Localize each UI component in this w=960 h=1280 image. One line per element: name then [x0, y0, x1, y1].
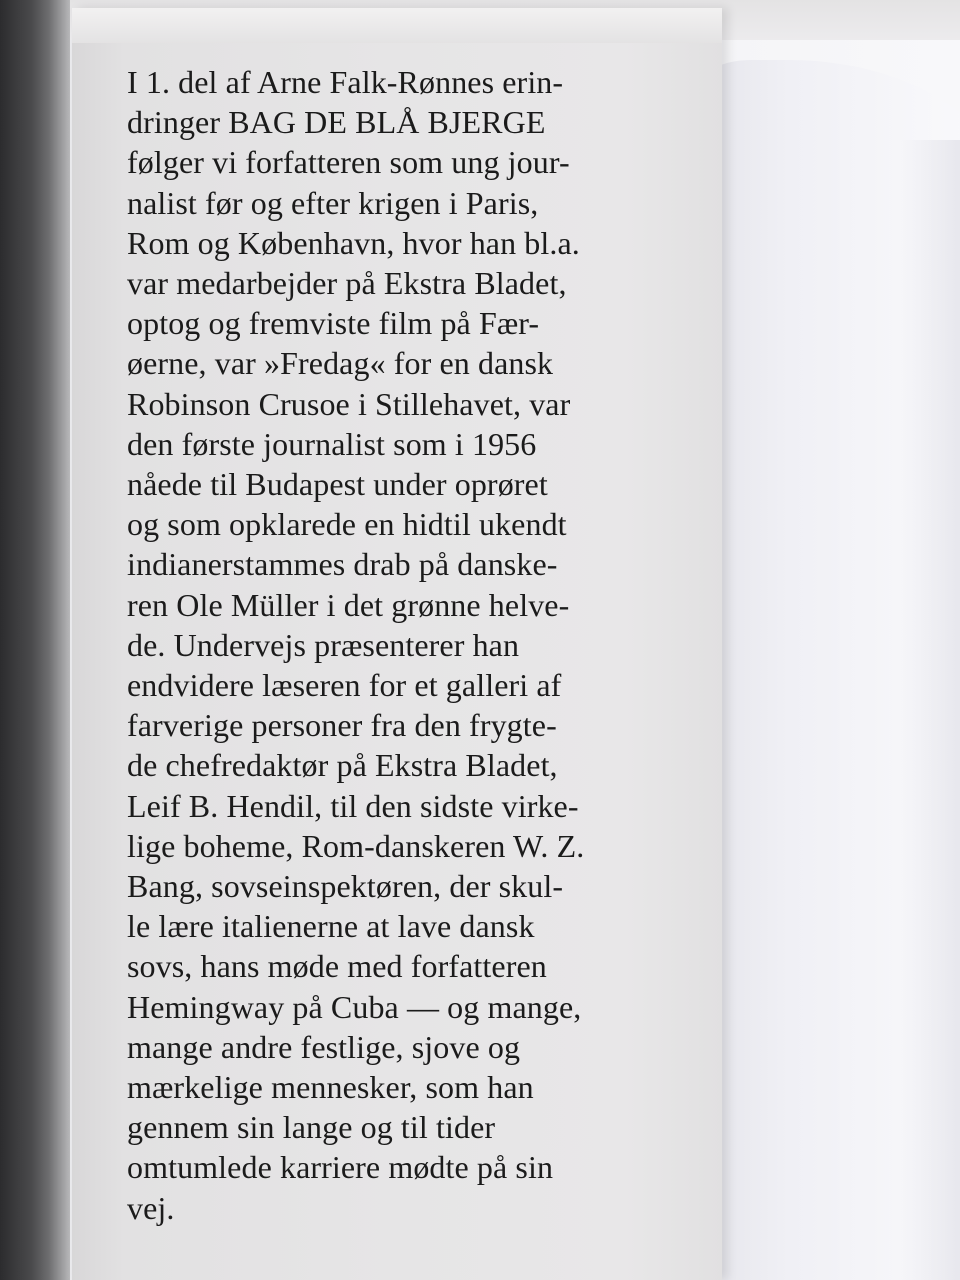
blurb-line: gennem sin lange og til tider	[127, 1109, 496, 1146]
blurb-line: og som opklarede en hidtil ukendt	[127, 506, 567, 543]
blurb-line: farverige personer fra den frygte-	[127, 707, 557, 744]
blurb-line: følger vi forfatteren som ung jour-	[127, 144, 570, 181]
flap-blurb-text	[127, 62, 727, 1228]
blurb-line: var medarbejder på Ekstra Bladet,	[127, 265, 567, 302]
blurb-line: sovs, hans møde med forfatteren	[127, 948, 547, 985]
blurb-line: I 1. del af Arne Falk-Rønnes erin-	[127, 64, 564, 100]
blurb-line: mange andre festlige, sjove og	[127, 1028, 521, 1065]
blurb-line: dringer BAG DE BLÅ BJERGE	[127, 104, 546, 141]
book-board-edge	[0, 0, 70, 1280]
blurb-line: omtumlede karriere mødte på sin	[127, 1149, 554, 1186]
blurb-line: le lære italienerne at lave dansk	[127, 908, 535, 945]
blurb-line: mærkelige mennesker, som han	[127, 1069, 534, 1106]
blurb-line: de. Undervejs præsenterer han	[127, 626, 520, 663]
flap-top-edge	[72, 8, 722, 43]
blurb-line: de chefredaktør på Ekstra Bladet,	[127, 747, 558, 784]
blurb-line: endvidere læseren for et galleri af	[127, 667, 562, 704]
blurb-line: Leif B. Hendil, til den sidste virke-	[127, 787, 579, 824]
blurb-line: Bang, sovseinspektøren, der skul-	[127, 868, 564, 905]
blurb-line: ren Ole Müller i det grønne helve-	[127, 586, 570, 623]
blurb-line: øerne, var »Fredag« for en dansk	[127, 345, 554, 382]
blurb-line: Hemingway på Cuba — og mange,	[127, 988, 582, 1025]
blurb-line: vej.	[127, 1189, 175, 1226]
page-curve-shading	[900, 140, 960, 1280]
blurb-line: indianerstammes drab på danske-	[127, 546, 558, 583]
blurb-line: den første journalist som i 1956	[127, 425, 537, 462]
blurb-line: nåede til Budapest under oprøret	[127, 466, 548, 503]
blurb-line: optog og fremviste film på Fær-	[127, 305, 540, 342]
blurb-line: Rom og København, hvor han bl.a.	[127, 224, 580, 261]
blurb-line: Robinson Crusoe i Stillehavet, var	[127, 385, 571, 422]
blurb-line: nalist før og efter krigen i Paris,	[127, 184, 539, 221]
blurb-line: lige boheme, Rom-danskeren W. Z.	[127, 827, 585, 864]
